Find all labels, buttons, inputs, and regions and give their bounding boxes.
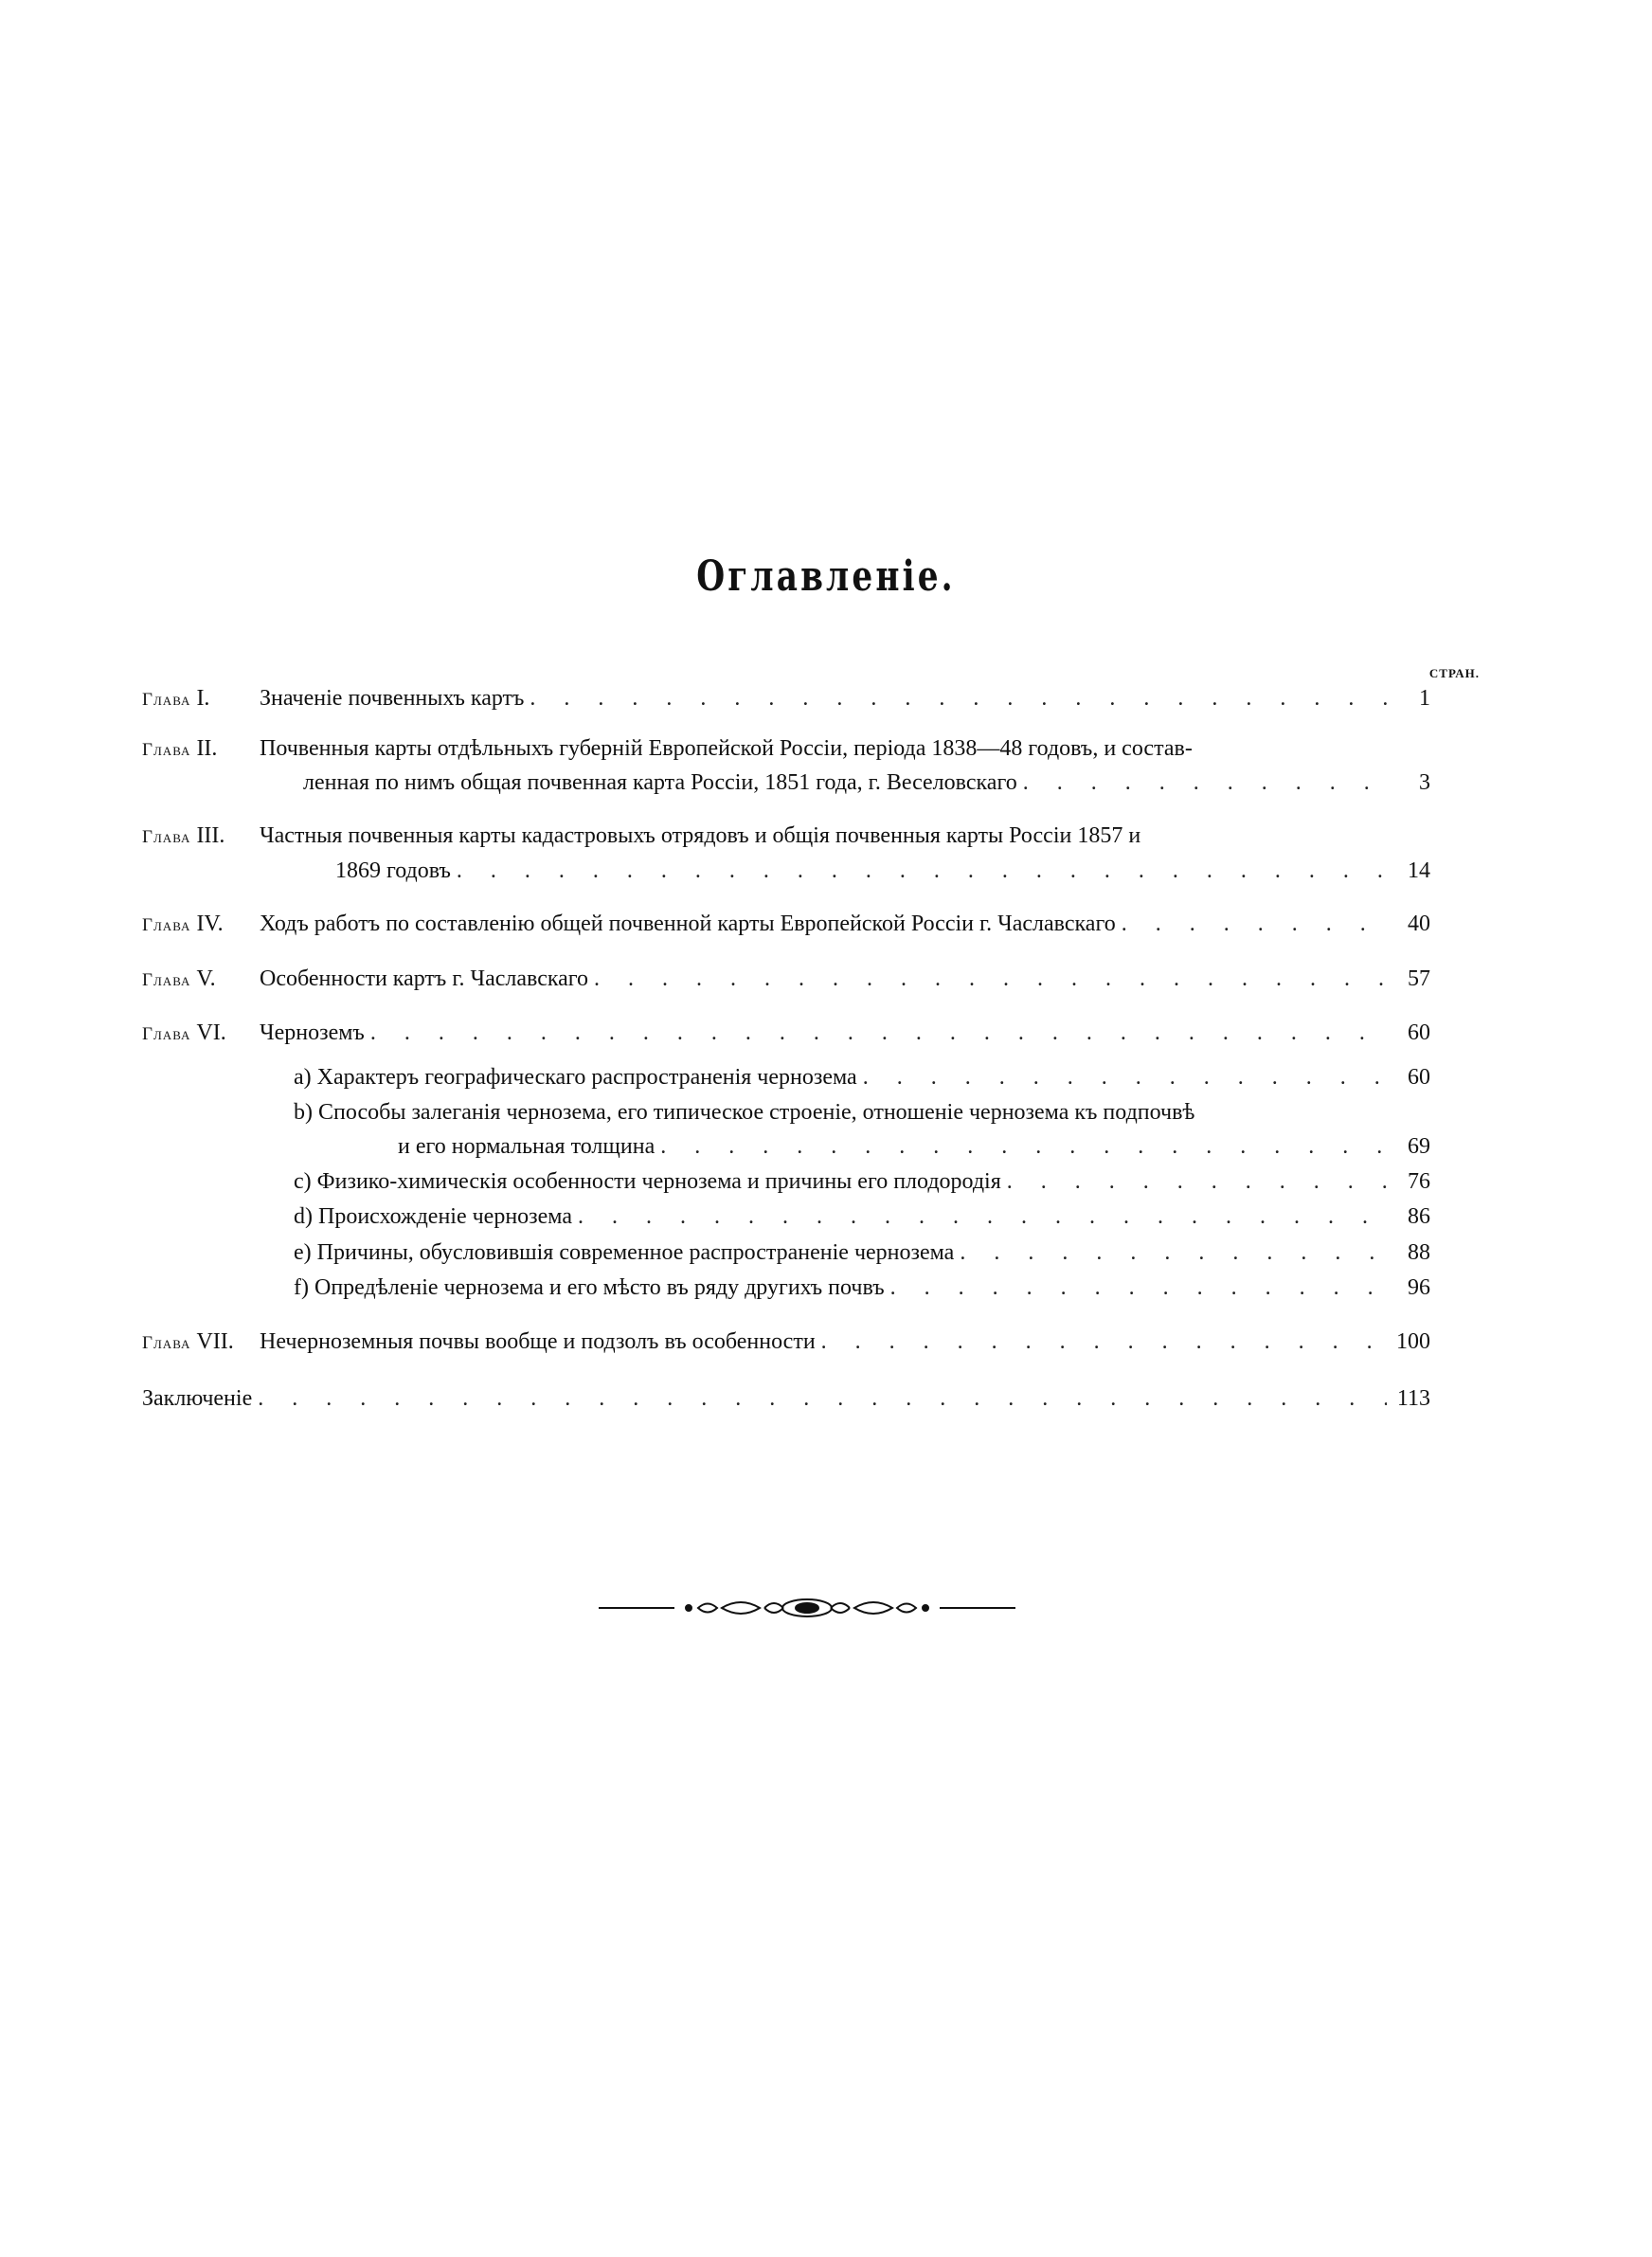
page-number: 100 [1396, 1329, 1430, 1354]
decorative-ornament [599, 1594, 1015, 1622]
subentry-marker: c) [294, 1169, 312, 1194]
page-number: 69 [1408, 1134, 1430, 1159]
entry-title: Черноземъ [260, 1020, 365, 1045]
chapter-label: Глава V. [142, 966, 216, 991]
entry-title: Особенности картъ г. Чаславскаго [260, 966, 589, 991]
page-number: 88 [1408, 1240, 1430, 1265]
entry-title: Ходъ работъ по составленію общей почвенной карты Европейской Россіи г. Чаславскаго [260, 912, 1116, 936]
dot-leader [960, 1238, 1387, 1267]
dot-leader [1007, 1167, 1387, 1196]
subentry-marker: d) [294, 1204, 313, 1229]
subentry-marker: e) [294, 1240, 312, 1265]
toc-subentry-e[interactable] [294, 1238, 1430, 1267]
dot-leader [863, 1063, 1387, 1092]
entry-title: Физико-химическія особенности чернозема и причины его плодородія [316, 1169, 1001, 1194]
toc-subentry-b[interactable] [294, 1098, 1430, 1127]
dot-leader [578, 1202, 1387, 1231]
chapter-label: Глава IV. [142, 912, 224, 936]
dot-leader [457, 857, 1387, 885]
dot-leader [821, 1327, 1387, 1356]
toc-entry-chapter-5[interactable] [142, 965, 1430, 993]
chapter-label: Глава VI. [142, 1020, 226, 1045]
page-number: 60 [1408, 1020, 1430, 1045]
toc-entry-conclusion[interactable] [142, 1384, 1430, 1413]
page-number: 113 [1396, 1386, 1430, 1411]
entry-title-line-1: Частныя почвенныя карты кадастровыхъ отрядовъ и общія почвенныя карты Россіи 1857 и [260, 823, 1141, 848]
dot-leader [258, 1384, 1387, 1413]
page-number: 3 [1419, 770, 1430, 795]
entry-title: Характеръ географическаго распространенія чернозема [316, 1065, 857, 1090]
page-number: 86 [1408, 1204, 1430, 1229]
toc-entry-chapter-4[interactable] [142, 910, 1430, 938]
page-number: 96 [1408, 1275, 1430, 1300]
toc-entry-chapter-6[interactable] [142, 1019, 1430, 1047]
chapter-label: Глава I. [142, 686, 210, 711]
subentry-marker: b) [294, 1100, 313, 1125]
dot-leader [370, 1019, 1387, 1047]
chapter-label: Глава III. [142, 823, 225, 848]
page-number: 14 [1408, 858, 1430, 883]
entry-title: Опредѣленіе чернозема и его мѣсто въ ряду другихъ почвъ [314, 1275, 885, 1300]
page-number: 1 [1419, 686, 1430, 711]
dot-leader [660, 1132, 1387, 1161]
toc-subentry-c[interactable] [294, 1167, 1430, 1196]
chapter-label: Глава II. [142, 736, 218, 761]
toc-entry-chapter-1[interactable] [142, 684, 1430, 713]
dot-leader [530, 684, 1387, 713]
entry-title: Причины, обусловившія современное распространеніе чернозема [316, 1240, 955, 1265]
toc-subentry-d[interactable] [294, 1202, 1430, 1231]
page-number: 57 [1408, 966, 1430, 991]
toc-entry-chapter-2[interactable] [142, 734, 1430, 763]
entry-title: Происхожденіе чернозема [318, 1204, 572, 1229]
page-number: 60 [1408, 1065, 1430, 1090]
dot-leader [594, 965, 1387, 993]
entry-title: Значеніе почвенныхъ картъ [260, 686, 525, 711]
toc-subentry-a[interactable] [294, 1063, 1430, 1092]
page-title: Оглавленіе. [696, 552, 956, 601]
page-column-header: СТРАН. [1428, 666, 1480, 680]
entry-title-line-2: ленная по нимъ общая почвенная карта Россіи, 1851 года, г. Веселовскаго [303, 770, 1017, 795]
page-number: 76 [1408, 1169, 1430, 1194]
subentry-marker: a) [294, 1065, 312, 1090]
dot-leader [890, 1273, 1387, 1302]
toc-entry-chapter-3-continuation [335, 857, 1430, 885]
dot-leader [1023, 768, 1387, 797]
chapter-label: Глава VII. [142, 1329, 234, 1354]
toc-entry-chapter-7[interactable] [142, 1327, 1430, 1356]
toc-subentry-f[interactable] [294, 1273, 1430, 1302]
entry-title-line-2: и его нормальная толщина [398, 1134, 655, 1159]
dot-leader [1122, 910, 1387, 938]
entry-title-line-1: Способы залеганія чернозема, его типическое строеніе, отношеніе чернозема къ подпочвѣ [318, 1100, 1195, 1125]
entry-title: Нечерноземныя почвы вообще и подзолъ въ особенности [260, 1329, 816, 1354]
toc-subentry-b-continuation [398, 1132, 1430, 1161]
entry-title-line-2: 1869 годовъ [335, 858, 451, 883]
entry-title: Заключеніе [142, 1386, 253, 1411]
toc-entry-chapter-2-continuation [303, 768, 1430, 797]
subentry-marker: f) [294, 1275, 309, 1300]
entry-title-line-1: Почвенныя карты отдѣльныхъ губерній Европейской Россіи, періода 1838—48 годовъ, и состав- [260, 736, 1193, 761]
page-number: 40 [1408, 912, 1430, 936]
toc-entry-chapter-3[interactable] [142, 822, 1430, 850]
